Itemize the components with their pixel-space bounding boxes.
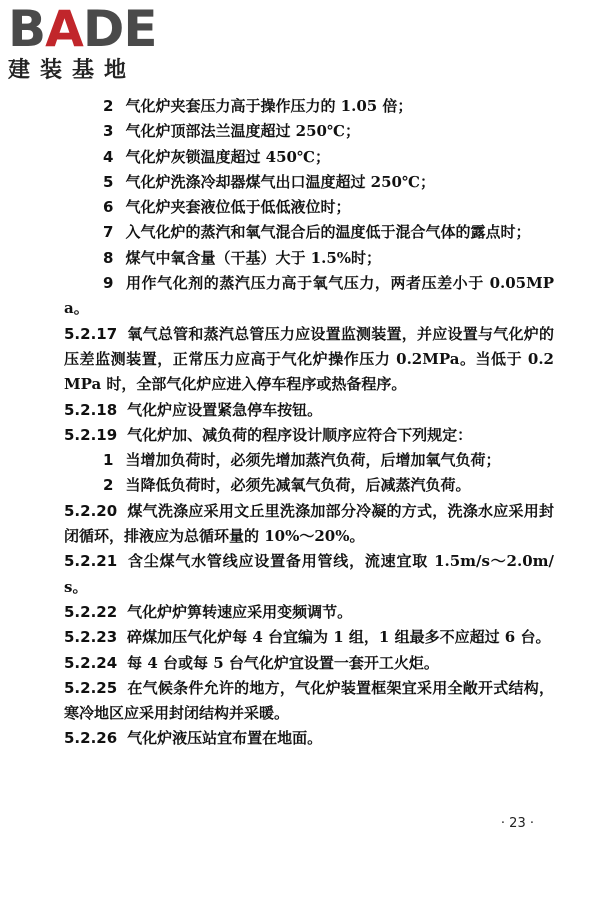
paragraph-text: 碎煤加压气化炉每 4 台宜编为 1 组，1 组最多不应超过 6 台。 [127, 628, 551, 647]
clause-paragraph [64, 398, 554, 423]
clause-number: 5.2.25 [64, 678, 118, 697]
paragraph-text: 当降低负荷时，必须先减氧气负荷，后减蒸汽负荷。 [125, 476, 471, 495]
paragraph-text: 气化炉洗涤冷却器煤气出口温度超过 250℃； [125, 172, 435, 191]
paragraph-text: 在气候条件允许的地方，气化炉装置框架宜采用全敞开式结构，寒冷地区应采用封闭结构并采暖。 [64, 678, 554, 723]
clause-number: 5.2.17 [64, 324, 118, 343]
clause-number: 5.2.19 [64, 425, 118, 444]
clause-paragraph [64, 625, 554, 650]
clause-paragraph [64, 651, 554, 676]
item-number: 5 [103, 172, 114, 191]
list-item [64, 246, 554, 271]
clause-number: 5.2.21 [64, 552, 118, 571]
list-item [64, 94, 554, 119]
list-item [64, 195, 554, 220]
item-number: 3 [103, 122, 114, 141]
paragraph-text: 每 4 台或每 5 台气化炉宜设置一套开工火炬。 [127, 653, 439, 672]
clause-number: 5.2.26 [64, 729, 118, 748]
paragraph-text: 气化炉加、减负荷的程序设计顺序应符合下列规定： [127, 425, 473, 444]
item-number: 2 [103, 476, 114, 495]
paragraph-text: 气化炉夹套压力高于操作压力的 1.05 倍； [125, 97, 413, 115]
paragraph-text: 用作气化剂的蒸汽压力高于氧气压力，两者压差小于 0.05MPa。 [64, 274, 554, 318]
logo-subtitle: 建装基地 [8, 58, 137, 83]
paragraph-text: 入气化炉的蒸汽和氧气混合后的温度低于混合气体的露点时； [125, 223, 531, 242]
item-number: 4 [103, 147, 114, 166]
paragraph-text: 气化炉夹套液位低于低低液位时； [125, 198, 351, 217]
item-number: 6 [103, 198, 114, 217]
clause-paragraph [64, 322, 554, 398]
clause-number: 5.2.23 [64, 628, 118, 647]
clause-number: 5.2.20 [64, 501, 118, 520]
paragraph-text: 气化炉应设置紧急停车按钮。 [127, 400, 323, 419]
page-number: · 23 · [500, 816, 534, 831]
clause-paragraph [64, 549, 554, 600]
clause-number: 5.2.24 [64, 653, 118, 672]
paragraph-text: 含尘煤气水管线应设置备用管线，流速宜取 1.5m/s～2.0m/s。 [64, 552, 554, 596]
item-number: 8 [103, 248, 114, 267]
list-item [64, 145, 554, 170]
list-item [64, 170, 554, 195]
paragraph-text: 气化炉顶部法兰温度超过 250℃； [125, 122, 360, 141]
bade-logo [8, 0, 178, 88]
clause-number: 5.2.22 [64, 602, 118, 621]
clause-number: 5.2.18 [64, 400, 118, 419]
item-number: 9 [103, 274, 114, 293]
clause-paragraph [64, 423, 554, 448]
clause-paragraph [64, 676, 554, 727]
clause-paragraph [64, 600, 554, 625]
paragraph-text: 气化炉液压站宜布置在地面。 [127, 729, 323, 748]
paragraph-text: 煤气洗涤应采用文丘里洗涤加部分冷凝的方式，洗涤水应采用封闭循环，排液应为总循环量的 10%～20%。 [64, 501, 554, 546]
paragraph-text: 氧气总管和蒸汽总管压力应设置监测装置，并应设置与气化炉的压差监测装置，正常压力应高于气化炉操作压力 0.2MPa。当低于 0.2MPa 时，全部气化炉应进入停车程序或热备程序。 [64, 324, 554, 394]
logo-wordmark: BADE [8, 0, 157, 58]
paragraph-text: 煤气中氧含量（干基）大于 1.5%时； [125, 248, 382, 267]
item-number: 1 [103, 451, 114, 470]
paragraph-text: 气化炉炉箅转速应采用变频调节。 [127, 602, 353, 621]
list-item [64, 220, 554, 245]
item-number: 7 [103, 223, 114, 242]
clause-paragraph [64, 726, 554, 751]
clause-paragraph [64, 499, 554, 550]
list-item [64, 119, 554, 144]
list-item [64, 448, 554, 473]
paragraph-text: 当增加负荷时，必须先增加蒸汽负荷，后增加氧气负荷； [125, 451, 501, 470]
paragraph-text: 气化炉灰锁温度超过 450℃； [125, 147, 330, 166]
document-body [64, 94, 554, 752]
item-number: 2 [103, 97, 114, 115]
list-item [64, 271, 554, 322]
list-item [64, 473, 554, 498]
